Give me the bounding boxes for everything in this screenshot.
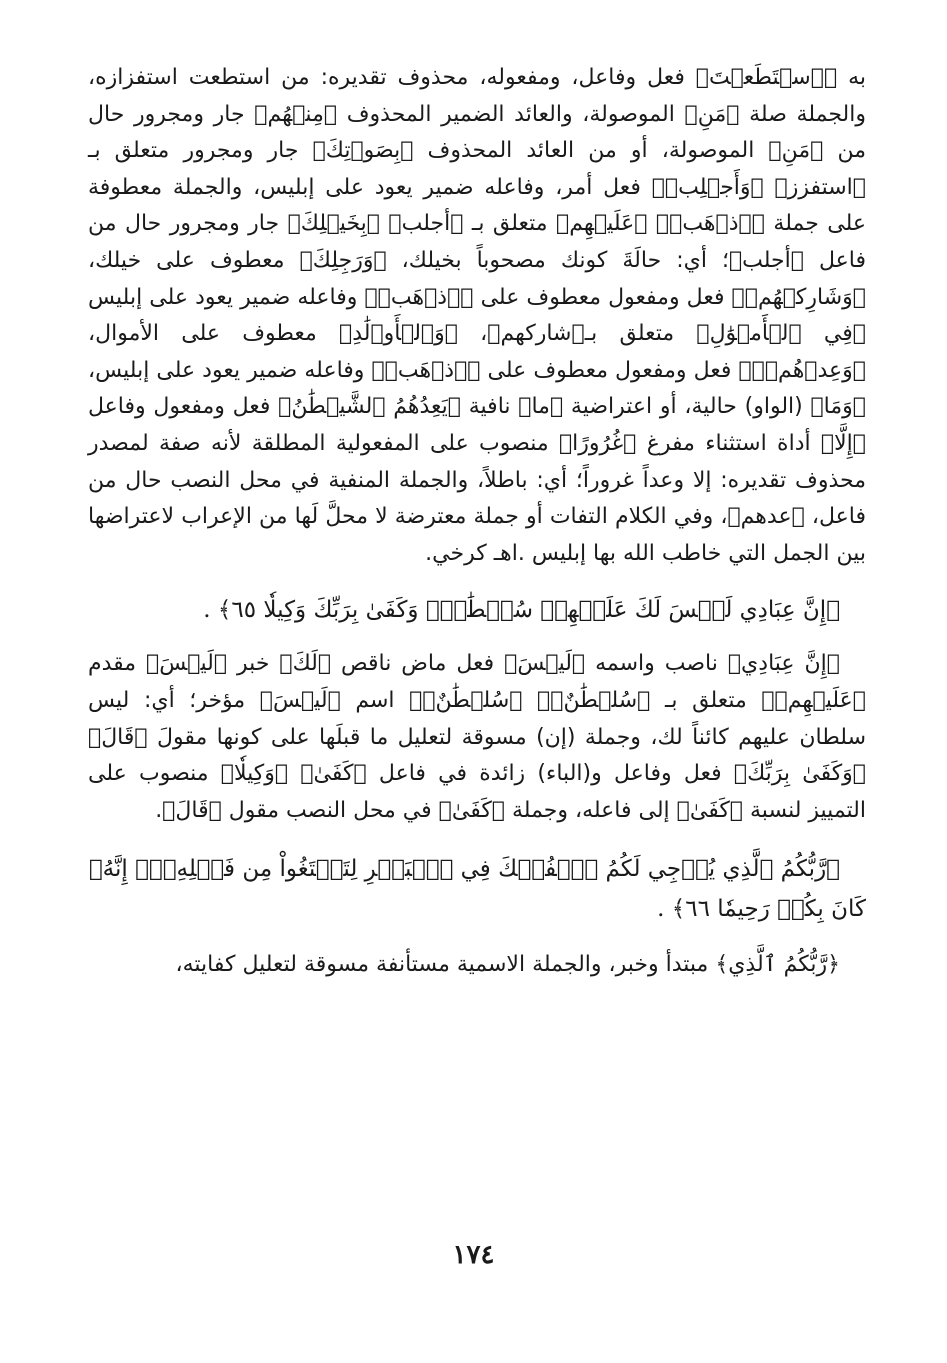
commentary-paragraph-1: به ﴿ٱسۡتَطَعۡتَ﴾ فعل وفاعل، ومفعوله، محذوف تقديره: من استطعت استفزازه، والجملة صلة ﴿مَنِ﴾ الموصولة، والعائد الضمير المحذوف ﴿مِنۡهُم﴾ جار ومجرور حال من ﴿مَنِ﴾ الموصولة، أو من العائد المحذوف ﴿بِصَوۡتِكَ﴾ جار ومجرور متعلق بـ ﴿استفزز﴾ ﴿وَأَجۡلِبۡ﴾ فعل أمر، وفاعله ضمير يعود على إبليس، والجملة معطوفة على جملة ﴿ٱذۡهَبۡ﴾ ﴿عَلَيۡهِم﴾ متعلق بـ ﴿أجلب﴾ ﴿بِخَيۡلِكَ﴾ جار ومجرور حال من فاعل ﴿أجلب﴾؛ أي: حالَةَ كونك مصحوباً بخيلك، ﴿وَرَجِلِكَ﴾ معطوف على خيلك، ﴿وَشَارِكۡهُمۡ﴾ فعل ومفعول معطوف على ﴿ٱذۡهَبۡ﴾ وفاعله ضمير يعود على إبليس ﴿فِي ٱلۡأَمۡوَٰلِ﴾ متعلق بـ﴿شاركهم﴾، ﴿وَٱلۡأَوۡلَٰدِ﴾ معطوف على الأموال، ﴿وَعِدۡهُمۡۚ﴾ فعل ومفعول معطوف على ﴿ٱذۡهَبۡ﴾ وفاعله ضمير يعود على إبليس، ﴿وَمَا﴾ (الواو) حالية، أو اعتراضية ﴿ما﴾ نافية ﴿يَعِدُهُمُ ٱلشَّيۡطَٰنُ﴾ فعل ومفعول وفاعل ﴿إِلَّا﴾ أداة استثناء مفرغ ﴿غُرُورًا﴾ منصوب على المفعولية المطلقة لأنه صفة لمصدر محذوف تقديره: إلا وعداً غروراً؛ أي: باطلاً، والجملة المنفية في محل النصب حال من فاعل، ﴿عدهم﴾، وفي الكلام التفات أو جملة معترضة لا محلَّ لَها من الإعراب لاعتراضها بين الجمل التي خاطب الله بها إبليس .اهـ كرخي. bbox=[88, 65, 866, 566]
commentary-paragraph-3: ﴿رَّبُّكُمُ ٱلَّذِي﴾ مبتدأ وخبر، والجملة الاسمية مستأنفة مسوقة لتعليل كفايته، bbox=[175, 952, 840, 978]
page-body bbox=[88, 60, 866, 984]
quran-verse-66: ﴿رَّبُّكُمُ ٱلَّذِي يُزۡجِي لَكُمُ ٱلۡفُلۡكَ فِي ٱلۡبَحۡرِ لِتَبۡتَغُواْ مِن فَضۡلِهِۦٓۚ إِنَّهُۥ كَانَ بِكُمۡ رَحِيمٗا ٦٦﴾ . bbox=[88, 856, 866, 923]
page-number: ١٧٤ bbox=[452, 1240, 495, 1270]
quran-verse-65: ﴿إِنَّ عِبَادِي لَيۡسَ لَكَ عَلَيۡهِمۡ سُلۡطَٰنٌۚ وَكَفَىٰ بِرَبِّكَ وَكِيلٗا ٦٥﴾ . bbox=[203, 597, 840, 624]
commentary-paragraph-2: ﴿إِنَّ عِبَادِي﴾ ناصب واسمه ﴿لَيۡسَ﴾ فعل ماض ناقص ﴿لَكَ﴾ خبر ﴿لَيۡسَ﴾ مقدم ﴿عَلَيۡهِمۡ﴾ متعلق بـ ﴿سُلۡطَٰنٌۚ﴾ ﴿سُلۡطَٰنٌۚ﴾ اسم ﴿لَيۡسَ﴾ مؤخر؛ أي: ليس سلطان عليهم كائناً لك، وجملة (إن) مسوقة لتعليل ما قبلَها على كونها مقولَ ﴿قَالَ﴾ ﴿وَكَفَىٰ بِرَبِّكَ﴾ فعل وفاعل و(الباء) زائدة في فاعل ﴿كَفَىٰ﴾ ﴿وَكِيلٗا﴾ منصوب على التمييز لنسبة ﴿كَفَىٰ﴾ إلى فاعله، وجملة ﴿كَفَىٰ﴾ في محل النصب مقول ﴿قَالَ﴾. bbox=[88, 651, 866, 823]
